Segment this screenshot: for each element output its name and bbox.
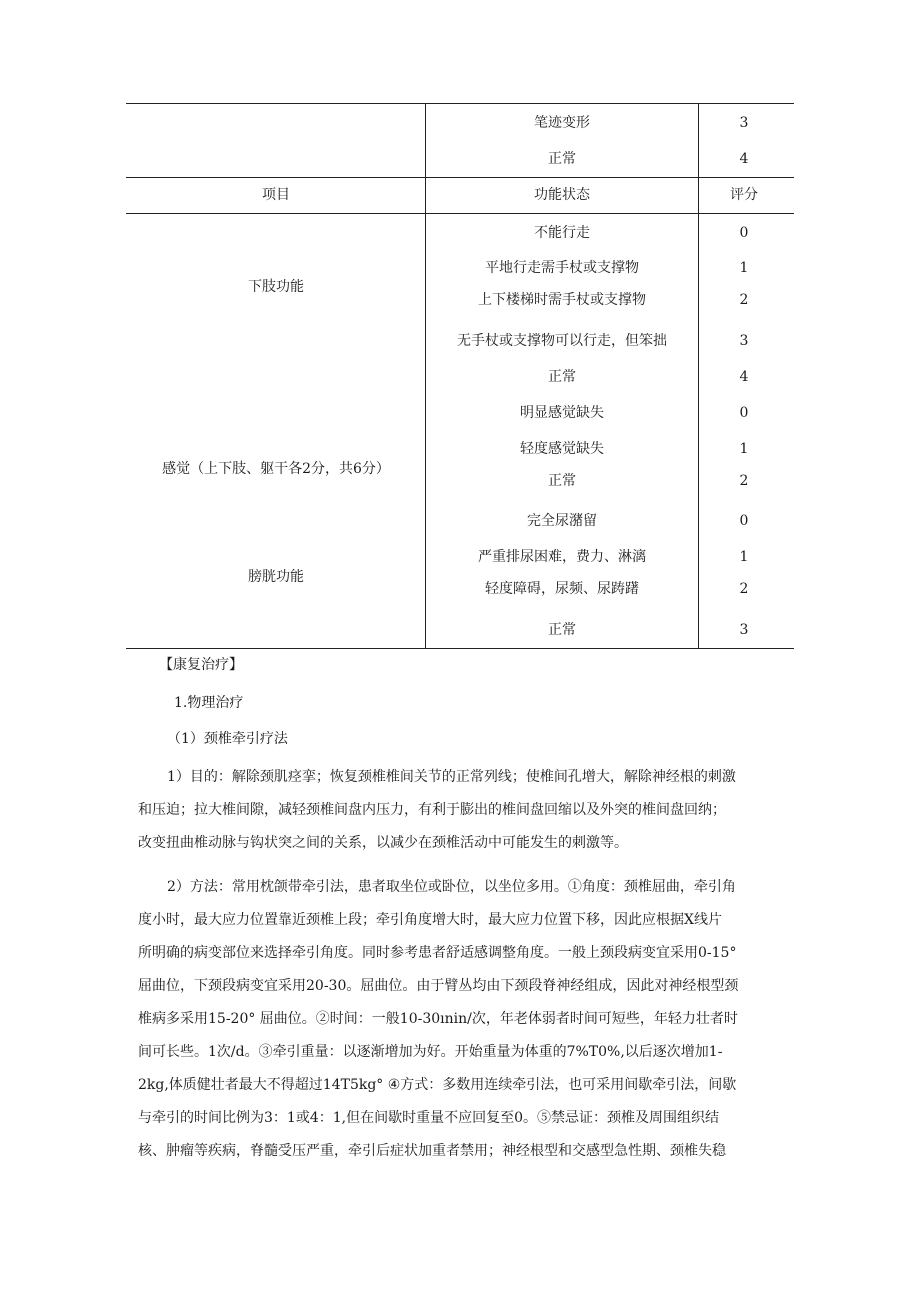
section-heading: 【康复治疗】 bbox=[159, 657, 243, 673]
table-cell-state: 正常 bbox=[548, 473, 576, 489]
paragraph-method-line: 间可长些。1次/d。③牵引重量：以逐渐增加为好。开始重量为体重的7%T0%,以后逐次增加1- bbox=[138, 1044, 723, 1060]
table-cell-state: 无手杖或支撑物可以行走，但笨拙 bbox=[457, 333, 667, 349]
table-cell-state: 严重排尿困难，费力、淋漓 bbox=[478, 549, 646, 565]
table-cell-score: 1 bbox=[739, 260, 749, 276]
table-header-top-rule bbox=[126, 177, 794, 178]
subheading-physical-therapy: 1.物理治疗 bbox=[174, 695, 244, 711]
table-group-item: 膀胱功能 bbox=[248, 569, 304, 585]
table-header-score: 评分 bbox=[730, 187, 758, 203]
table-header-state: 功能状态 bbox=[534, 187, 590, 203]
table-col-divider-2 bbox=[698, 103, 699, 648]
table-header-item: 项目 bbox=[262, 187, 290, 203]
table-cell-score: 2 bbox=[739, 473, 749, 489]
table-cell-state: 完全尿潴留 bbox=[527, 513, 597, 529]
table-cell-score: 0 bbox=[739, 513, 749, 529]
paragraph-method-line: 屈曲位，下颈段病变宜采用20-30。屈曲位。由于臂丛均由下颈段脊神经组成，因此对神经根型颈 bbox=[138, 978, 739, 994]
paragraph-method-line: 核、肿瘤等疾病，脊髓受压严重，牵引后症状加重者禁用；神经根型和交感型急性期、颈椎失稳 bbox=[138, 1143, 726, 1159]
table-group-item: 感觉（上下肢、躯干各2分，共6分） bbox=[162, 461, 390, 477]
table-cell-state: 上下楼梯时需手杖或支撑物 bbox=[478, 292, 646, 308]
table-cell-score: 0 bbox=[739, 225, 749, 241]
table-cell-state: 平地行走需手杖或支撑物 bbox=[485, 260, 639, 276]
subheading-cervical-traction: （1）颈椎牵引疗法 bbox=[167, 731, 288, 747]
table-cell-score: 2 bbox=[739, 292, 749, 308]
paragraph-method-line: 所明确的病变部位来选择牵引角度。同时参考患者舒适感调整角度。一般上颈段病变宜采用0-15° bbox=[138, 945, 737, 961]
table-header-bottom-rule bbox=[126, 213, 794, 214]
table-cell-state: 轻度障碍，尿频、尿踌躇 bbox=[485, 581, 639, 597]
table-cell-state: 笔迹变形 bbox=[534, 115, 590, 131]
paragraph-method-line: 与牵引的时间比例为3：1或4：1,但在间歇时重量不应回复至0。⑤禁忌证：颈椎及周围组织结 bbox=[138, 1110, 719, 1126]
paragraph-purpose-line: 改变扭曲椎动脉与钩状突之间的关系，以减少在颈椎活动中可能发生的刺激等。 bbox=[138, 835, 628, 851]
table-cell-state: 明显感觉缺失 bbox=[520, 405, 604, 421]
table-bottom-rule bbox=[126, 648, 794, 649]
table-cell-score: 1 bbox=[739, 441, 749, 457]
table-cell-score: 3 bbox=[739, 622, 749, 638]
table-cell-state: 轻度感觉缺失 bbox=[520, 441, 604, 457]
paragraph-method-line: 度小时，最大应力位置靠近颈椎上段；牵引角度增大时，最大应力位置下移，因此应根据X线片 bbox=[138, 912, 722, 928]
table-cell-state: 正常 bbox=[548, 622, 576, 638]
table-cell-score: 3 bbox=[739, 115, 749, 131]
table-cell-score: 0 bbox=[739, 405, 749, 421]
table-cell-score: 1 bbox=[739, 549, 749, 565]
table-col-divider-1 bbox=[425, 103, 426, 648]
paragraph-purpose-line: 和压迫；拉大椎间隙，减轻颈椎间盘内压力，有利于膨出的椎间盘回缩以及外突的椎间盘回纳； bbox=[138, 802, 726, 818]
table-cell-score: 2 bbox=[739, 581, 749, 597]
table-top-rule bbox=[126, 103, 794, 104]
table-cell-score: 4 bbox=[739, 151, 749, 167]
paragraph-purpose-line: 1）目的：解除颈肌痉挛；恢复颈椎椎间关节的正常列线；使椎间孔增大，解除神经根的刺激 bbox=[167, 769, 736, 785]
table-cell-score: 3 bbox=[739, 333, 749, 349]
paragraph-method-line: 椎病多采用15-20° 屈曲位。②时间：一般10-30ınin/次，年老体弱者时间可短些，年轻力壮者时 bbox=[138, 1011, 738, 1027]
table-cell-state: 正常 bbox=[548, 369, 576, 385]
table-cell-score: 4 bbox=[739, 369, 749, 385]
table-group-item: 下肢功能 bbox=[248, 279, 304, 295]
paragraph-method-line: 2）方法：常用枕颌带牵引法，患者取坐位或卧位，以坐位多用。①角度：颈椎屈曲，牵引角 bbox=[167, 879, 736, 895]
paragraph-method-line: 2kg,体质健壮者最大不得超过14T5kg° ④方式：多数用连续牵引法，也可采用间歇牵引法，间歇 bbox=[138, 1077, 737, 1093]
table-cell-state: 正常 bbox=[548, 151, 576, 167]
table-cell-state: 不能行走 bbox=[534, 225, 590, 241]
